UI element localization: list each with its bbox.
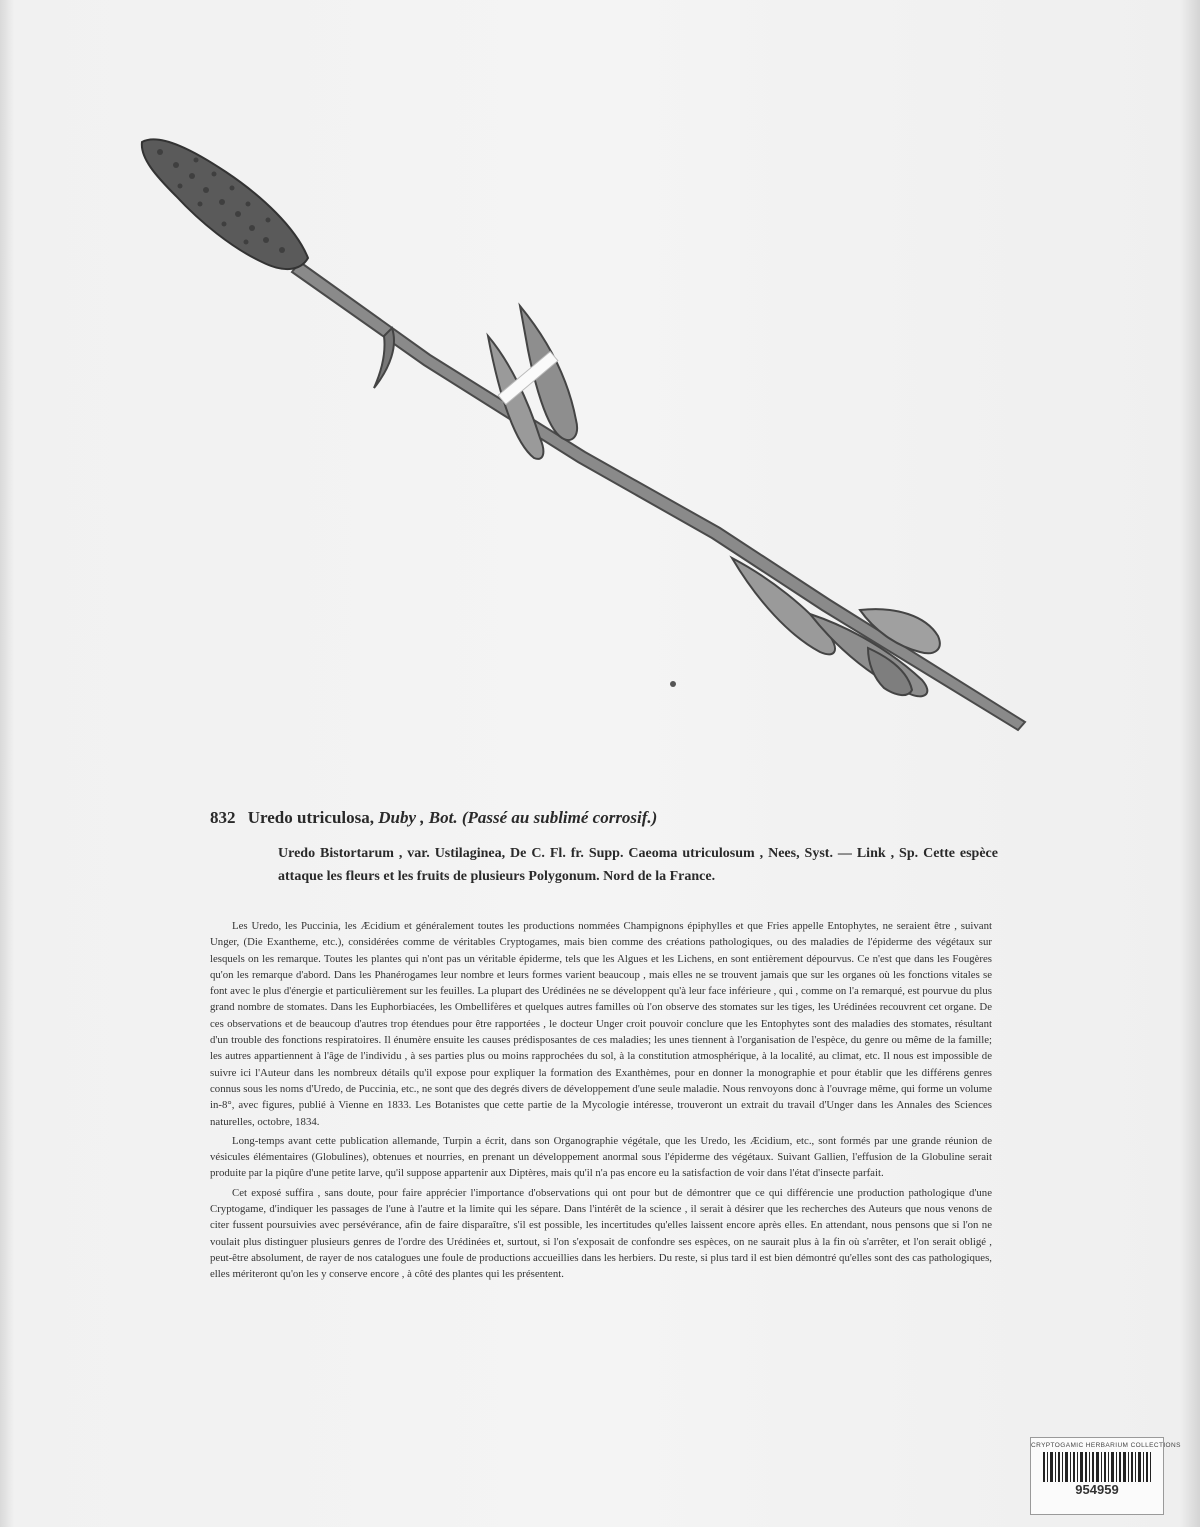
barcode-header: CRYPTOGAMIC HERBARIUM COLLECTIONS [1031, 1442, 1181, 1449]
paragraph: Les Uredo, les Puccinia, les Æcidium et généralement toutes les productions nommées Champignons épiphylles et que Fries appelle Entophytes, ne seraient être , suivant Unger, (Die Exantheme, etc.), considérées comme de véritables Cryptogames, mais bien comme des créations pathologiques, ou des maladies de l'épiderme des végétaux sur lesquels on les remarque. Toutes les plantes qui n'ont pas un véritable épiderme, tels que les Algues et les Lichens, en sont entièrement dépourvus. Ce n'est que dans les Fougères qu'on les remarque d'abord. Dans les Phanérogames leur nombre et leurs formes varient beaucoup , mais elles ne se trouvent jamais que sur les organes où les fonctions vitales se font avec le plus d'énergie et particulièrement sur les feuilles. La plupart des Urédinées ne se développent qu'à leur face inférieure , qui , comme on l'a remarqué, est pourvue du plus grand nombre de stomates. Dans les Euphorbiacées, les Ombellifères et quelques autres familles où l'on observe des stomates sur les tiges, les Urédinées recouvrent cet organe. De ces observations et de beaucoup d'autres trop étendues pour être rapportées , le docteur Unger croit pouvoir conclure que les Entophytes sont des maladies des stomates, résultant d'un trouble des fonctions respiratoires. Il énumère ensuite les causes prédisposantes de ces maladies; les unes tiennent à l'organisation de l'espèce, du genre ou même de la famille; les autres appartiennent à l'âge de l'individu , à ses parties plus ou moins rapprochées du sol, à la constitution atmosphérique, à la localité, au climat, etc. Il nous est impossible de suivre ici l'Auteur dans les nombreux détails qu'il expose pour expliquer la formation des Exanthèmes, pour en donner la monographie et pour établir que les différens genres connus sous les noms d'Uredo, de Puccinia, etc., ne sont que des degrés divers de développement d'une seule maladie. Nous renvoyons donc à l'ouvrage même, qui forme un volume in-8°, avec figures, publié à Vienne en 1833. Les Botanistes que cette partie de la Mycologie intéresse, trouveront un extrait du travail d'Unger dans les Annales des Sciences naturelles, octobre, 1834. [210, 920, 992, 1128]
stem [292, 262, 1025, 730]
species-headline [210, 808, 990, 828]
synonymy-text: Uredo Bistortarum , var. Ustilaginea, De C. Fl. fr. Supp. Caeoma utriculosum , Nees, Syst. — Link , Sp. Cette espèce attaque les fleurs et les fruits de plusieurs Polygonum. Nord de la France. [278, 846, 998, 884]
paragraph: Long-temps avant cette publication allemande, Turpin a écrit, dans son Organographie végétale, que les Uredo, les Æcidium, etc., sont formés par une grande réunion de vésicules élémentaires (Globulines), obtenues et nourries, en prenant un développement anormal sous l'épiderme des végétaux. Suivant Gallien, l'effusion de la Globuline serait produite par la piqûre d'une petite larve, qu'il suppose appartenir aux Diptères, mais qu'il n'a pas encore eu la satisfaction de voir dans l'état d'insecte parfait. [210, 1134, 992, 1180]
barcode-bars [1041, 1452, 1153, 1482]
paragraph: Cet exposé suffira , sans doute, pour faire apprécier l'importance d'observations qui ont pour but de démontrer que ce qui différencie une production pathologique d'une Cryptogame, d'indiquer les passages de l'une à l'autre et la limite qui les sépare. Dans l'intérêt de la science , il serait à désirer que les recherches des Auteurs que nous venons de citer fussent poursuivies avec persévérance, afin de faire disparaître, s'il est possible, les incertitudes qu'elles laissent encore après elles. En attendant, nous pensons que si l'on ne voulait plus distinguer plusieurs genres de l'ordre des Urédinées et, surtout, si l'on s'exposait de confondre ses espèces, on ne saurait plus à la fin où s'arrêter, et l'on serait obligé , peut-être absolument, de rayer de nos catalogues une foule de productions accueillies dans les herbiers. Du reste, si plus tard il est bien démontré qu'elles sont des cas pathologiques, elles mériteront qu'on les y conserve encore , à côté des plantes qui les présentent. [210, 1186, 992, 1281]
treatment-note: (Passé au sublimé corrosif.) [461, 808, 658, 827]
printed-label [200, 800, 1000, 1500]
specimen-number: 832 [210, 808, 236, 827]
species-authority: Duby , Bot. [378, 808, 458, 827]
plant-specimen [0, 0, 1200, 760]
species-name: Uredo utriculosa, [247, 808, 374, 827]
commentary-text [210, 918, 992, 1286]
curled-leaf [374, 328, 394, 388]
barcode-number: 954959 [1075, 1482, 1119, 1497]
ink-dot [670, 681, 676, 687]
barcode-label [1030, 1437, 1181, 1515]
